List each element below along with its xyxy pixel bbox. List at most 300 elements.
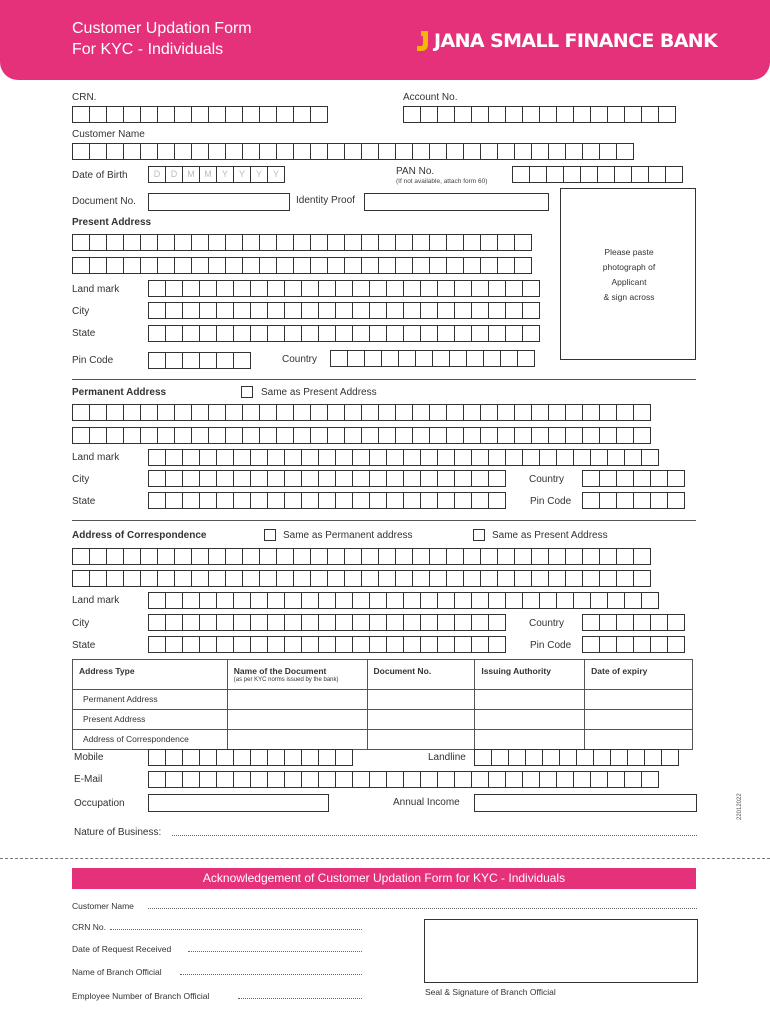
char-box[interactable] [250, 614, 268, 631]
char-box[interactable] [318, 449, 336, 466]
char-box[interactable] [250, 636, 268, 653]
ack-date-line[interactable] [188, 951, 362, 952]
char-box[interactable] [242, 257, 260, 274]
char-box[interactable] [582, 570, 600, 587]
char-box[interactable] [318, 280, 336, 297]
char-box[interactable] [650, 636, 668, 653]
char-box[interactable] [565, 548, 583, 565]
char-box[interactable] [522, 771, 540, 788]
char-box[interactable] [301, 325, 319, 342]
dob-char-box[interactable]: D [148, 166, 166, 183]
char-box[interactable] [429, 427, 447, 444]
char-box[interactable] [344, 548, 362, 565]
char-box[interactable] [488, 302, 506, 319]
char-box[interactable] [208, 570, 226, 587]
char-box[interactable] [165, 449, 183, 466]
char-box[interactable] [505, 325, 523, 342]
char-box[interactable] [318, 636, 336, 653]
dob-char-box[interactable]: Y [216, 166, 234, 183]
char-box[interactable] [352, 325, 370, 342]
char-box[interactable] [463, 570, 481, 587]
char-box[interactable] [471, 280, 489, 297]
char-box[interactable] [157, 548, 175, 565]
char-box[interactable] [420, 492, 438, 509]
char-box[interactable] [582, 404, 600, 421]
char-box[interactable] [276, 570, 294, 587]
char-box[interactable] [344, 404, 362, 421]
char-box[interactable] [446, 143, 464, 160]
char-box[interactable] [165, 771, 183, 788]
char-box[interactable] [582, 470, 600, 487]
char-box[interactable] [386, 614, 404, 631]
char-box[interactable] [242, 570, 260, 587]
char-box[interactable] [140, 257, 158, 274]
char-box[interactable] [318, 325, 336, 342]
pan-boxes[interactable] [512, 166, 682, 183]
char-box[interactable] [199, 470, 217, 487]
char-box[interactable] [165, 325, 183, 342]
char-box[interactable] [284, 280, 302, 297]
char-box[interactable] [505, 771, 523, 788]
present-address-line2[interactable] [72, 257, 531, 274]
char-box[interactable] [454, 470, 472, 487]
char-box[interactable] [480, 404, 498, 421]
char-box[interactable] [250, 771, 268, 788]
char-box[interactable] [420, 106, 438, 123]
char-box[interactable] [318, 749, 336, 766]
char-box[interactable] [446, 548, 464, 565]
char-box[interactable] [665, 166, 683, 183]
char-box[interactable] [72, 404, 90, 421]
char-box[interactable] [199, 614, 217, 631]
char-box[interactable] [471, 302, 489, 319]
char-box[interactable] [293, 570, 311, 587]
char-box[interactable] [157, 234, 175, 251]
char-box[interactable] [514, 548, 532, 565]
char-box[interactable] [488, 280, 506, 297]
char-box[interactable] [398, 350, 416, 367]
char-box[interactable] [182, 749, 200, 766]
table-cell[interactable] [585, 710, 693, 730]
char-box[interactable] [199, 492, 217, 509]
char-box[interactable] [191, 234, 209, 251]
char-box[interactable] [344, 234, 362, 251]
char-box[interactable] [191, 427, 209, 444]
char-box[interactable] [633, 427, 651, 444]
char-box[interactable] [369, 636, 387, 653]
char-box[interactable] [242, 106, 260, 123]
char-box[interactable] [556, 771, 574, 788]
char-box[interactable] [310, 404, 328, 421]
char-box[interactable] [361, 404, 379, 421]
char-box[interactable] [497, 257, 515, 274]
char-box[interactable] [539, 449, 557, 466]
char-box[interactable] [106, 234, 124, 251]
char-box[interactable] [301, 749, 319, 766]
char-box[interactable] [208, 404, 226, 421]
char-box[interactable] [327, 234, 345, 251]
char-box[interactable] [327, 257, 345, 274]
char-box[interactable] [267, 280, 285, 297]
char-box[interactable] [403, 470, 421, 487]
char-box[interactable] [542, 749, 560, 766]
char-box[interactable] [318, 614, 336, 631]
char-box[interactable] [199, 449, 217, 466]
char-box[interactable] [335, 470, 353, 487]
char-box[interactable] [284, 470, 302, 487]
char-box[interactable] [531, 404, 549, 421]
table-cell[interactable] [367, 710, 475, 730]
char-box[interactable] [216, 325, 234, 342]
char-box[interactable] [599, 636, 617, 653]
char-box[interactable] [267, 614, 285, 631]
table-cell[interactable] [227, 690, 367, 710]
char-box[interactable] [471, 492, 489, 509]
char-box[interactable] [259, 427, 277, 444]
char-box[interactable] [242, 427, 260, 444]
customer-name-boxes[interactable] [72, 143, 633, 160]
char-box[interactable] [208, 106, 226, 123]
char-box[interactable] [301, 592, 319, 609]
char-box[interactable] [565, 570, 583, 587]
char-box[interactable] [165, 749, 183, 766]
char-box[interactable] [403, 636, 421, 653]
document-no-input[interactable] [148, 193, 290, 211]
char-box[interactable] [310, 257, 328, 274]
char-box[interactable] [301, 492, 319, 509]
char-box[interactable] [454, 592, 472, 609]
char-box[interactable] [191, 570, 209, 587]
char-box[interactable] [412, 234, 430, 251]
char-box[interactable] [276, 548, 294, 565]
char-box[interactable] [614, 166, 632, 183]
char-box[interactable] [242, 404, 260, 421]
char-box[interactable] [488, 470, 506, 487]
char-box[interactable] [403, 280, 421, 297]
char-box[interactable] [72, 548, 90, 565]
char-box[interactable] [89, 143, 107, 160]
char-box[interactable] [412, 570, 430, 587]
char-box[interactable] [276, 106, 294, 123]
char-box[interactable] [165, 280, 183, 297]
char-box[interactable] [512, 166, 530, 183]
same-as-present-checkbox[interactable] [241, 386, 253, 398]
char-box[interactable] [667, 470, 685, 487]
char-box[interactable] [403, 325, 421, 342]
char-box[interactable] [106, 570, 124, 587]
char-box[interactable] [72, 234, 90, 251]
char-box[interactable] [378, 404, 396, 421]
char-box[interactable] [369, 470, 387, 487]
char-box[interactable] [216, 470, 234, 487]
char-box[interactable] [437, 280, 455, 297]
correspondence-address-line1[interactable] [72, 548, 650, 565]
char-box[interactable] [531, 548, 549, 565]
char-box[interactable] [412, 257, 430, 274]
char-box[interactable] [403, 449, 421, 466]
char-box[interactable] [616, 492, 634, 509]
char-box[interactable] [488, 449, 506, 466]
char-box[interactable] [395, 570, 413, 587]
char-box[interactable] [667, 636, 685, 653]
char-box[interactable] [471, 614, 489, 631]
char-box[interactable] [208, 257, 226, 274]
char-box[interactable] [522, 592, 540, 609]
char-box[interactable] [89, 257, 107, 274]
char-box[interactable] [454, 492, 472, 509]
char-box[interactable] [641, 592, 659, 609]
char-box[interactable] [378, 234, 396, 251]
char-box[interactable] [233, 771, 251, 788]
char-box[interactable] [386, 280, 404, 297]
char-box[interactable] [420, 302, 438, 319]
char-box[interactable] [250, 449, 268, 466]
char-box[interactable] [174, 548, 192, 565]
char-box[interactable] [488, 492, 506, 509]
char-box[interactable] [395, 427, 413, 444]
char-box[interactable] [633, 492, 651, 509]
char-box[interactable] [148, 470, 166, 487]
char-box[interactable] [539, 592, 557, 609]
char-box[interactable] [463, 143, 481, 160]
char-box[interactable] [437, 106, 455, 123]
char-box[interactable] [563, 166, 581, 183]
char-box[interactable] [471, 771, 489, 788]
char-box[interactable] [216, 352, 234, 369]
char-box[interactable] [471, 325, 489, 342]
char-box[interactable] [250, 280, 268, 297]
char-box[interactable] [140, 548, 158, 565]
char-box[interactable] [233, 614, 251, 631]
char-box[interactable] [208, 143, 226, 160]
char-box[interactable] [89, 404, 107, 421]
char-box[interactable] [72, 257, 90, 274]
char-box[interactable] [174, 106, 192, 123]
char-box[interactable] [216, 749, 234, 766]
char-box[interactable] [508, 749, 526, 766]
char-box[interactable] [276, 143, 294, 160]
char-box[interactable] [276, 234, 294, 251]
char-box[interactable] [267, 470, 285, 487]
dob-char-box[interactable]: D [165, 166, 183, 183]
char-box[interactable] [650, 492, 668, 509]
char-box[interactable] [412, 404, 430, 421]
char-box[interactable] [327, 548, 345, 565]
char-box[interactable] [437, 302, 455, 319]
char-box[interactable] [607, 771, 625, 788]
char-box[interactable] [335, 492, 353, 509]
char-box[interactable] [361, 427, 379, 444]
char-box[interactable] [610, 749, 628, 766]
char-box[interactable] [369, 492, 387, 509]
char-box[interactable] [123, 257, 141, 274]
char-box[interactable] [267, 492, 285, 509]
char-box[interactable] [310, 106, 328, 123]
char-box[interactable] [505, 449, 523, 466]
char-box[interactable] [420, 614, 438, 631]
char-box[interactable] [522, 449, 540, 466]
char-box[interactable] [327, 570, 345, 587]
char-box[interactable] [488, 614, 506, 631]
char-box[interactable] [361, 234, 379, 251]
table-cell[interactable] [227, 710, 367, 730]
char-box[interactable] [420, 449, 438, 466]
char-box[interactable] [361, 570, 379, 587]
table-cell[interactable] [367, 690, 475, 710]
char-box[interactable] [381, 350, 399, 367]
char-box[interactable] [576, 749, 594, 766]
char-box[interactable] [267, 592, 285, 609]
char-box[interactable] [463, 257, 481, 274]
char-box[interactable] [352, 492, 370, 509]
permanent-address-line2[interactable] [72, 427, 650, 444]
char-box[interactable] [446, 257, 464, 274]
char-box[interactable] [429, 257, 447, 274]
char-box[interactable] [318, 302, 336, 319]
char-box[interactable] [565, 427, 583, 444]
char-box[interactable] [72, 143, 90, 160]
char-box[interactable] [216, 636, 234, 653]
char-box[interactable] [573, 592, 591, 609]
char-box[interactable] [480, 257, 498, 274]
char-box[interactable] [174, 234, 192, 251]
char-box[interactable] [599, 492, 617, 509]
char-box[interactable] [437, 470, 455, 487]
char-box[interactable] [233, 749, 251, 766]
char-box[interactable] [556, 449, 574, 466]
char-box[interactable] [437, 325, 455, 342]
account-no-boxes[interactable] [403, 106, 675, 123]
char-box[interactable] [344, 570, 362, 587]
char-box[interactable] [157, 570, 175, 587]
char-box[interactable] [386, 449, 404, 466]
char-box[interactable] [403, 771, 421, 788]
char-box[interactable] [517, 350, 535, 367]
char-box[interactable] [344, 427, 362, 444]
char-box[interactable] [369, 280, 387, 297]
char-box[interactable] [599, 548, 617, 565]
char-box[interactable] [233, 449, 251, 466]
dob-char-box[interactable]: Y [233, 166, 251, 183]
char-box[interactable] [573, 449, 591, 466]
ack-branch-official-line[interactable] [180, 974, 362, 975]
corr-city-boxes[interactable] [148, 614, 505, 631]
char-box[interactable] [174, 404, 192, 421]
char-box[interactable] [165, 614, 183, 631]
char-box[interactable] [174, 143, 192, 160]
char-box[interactable] [352, 470, 370, 487]
present-landmark-boxes[interactable] [148, 280, 539, 297]
char-box[interactable] [140, 570, 158, 587]
char-box[interactable] [599, 614, 617, 631]
corr-pin-boxes[interactable] [582, 636, 684, 653]
char-box[interactable] [148, 614, 166, 631]
char-box[interactable] [301, 449, 319, 466]
char-box[interactable] [593, 749, 611, 766]
char-box[interactable] [412, 548, 430, 565]
char-box[interactable] [352, 280, 370, 297]
char-box[interactable] [650, 614, 668, 631]
ack-crn-line[interactable] [110, 929, 362, 930]
char-box[interactable] [667, 614, 685, 631]
char-box[interactable] [497, 548, 515, 565]
char-box[interactable] [301, 280, 319, 297]
ack-customer-name-line[interactable] [148, 908, 697, 909]
char-box[interactable] [403, 614, 421, 631]
char-box[interactable] [182, 592, 200, 609]
char-box[interactable] [437, 636, 455, 653]
char-box[interactable] [616, 570, 634, 587]
char-box[interactable] [559, 749, 577, 766]
char-box[interactable] [539, 771, 557, 788]
char-box[interactable] [429, 404, 447, 421]
char-box[interactable] [276, 404, 294, 421]
char-box[interactable] [488, 771, 506, 788]
present-pin-boxes[interactable] [148, 352, 250, 369]
char-box[interactable] [267, 325, 285, 342]
char-box[interactable] [284, 449, 302, 466]
char-box[interactable] [225, 234, 243, 251]
char-box[interactable] [488, 325, 506, 342]
char-box[interactable] [420, 592, 438, 609]
char-box[interactable] [395, 548, 413, 565]
char-box[interactable] [89, 570, 107, 587]
char-box[interactable] [616, 143, 634, 160]
char-box[interactable] [667, 492, 685, 509]
char-box[interactable] [505, 106, 523, 123]
corr-state-boxes[interactable] [148, 636, 505, 653]
char-box[interactable] [242, 143, 260, 160]
dob-char-box[interactable]: Y [267, 166, 285, 183]
char-box[interactable] [633, 548, 651, 565]
char-box[interactable] [182, 470, 200, 487]
char-box[interactable] [597, 166, 615, 183]
char-box[interactable] [429, 143, 447, 160]
char-box[interactable] [449, 350, 467, 367]
char-box[interactable] [225, 106, 243, 123]
email-boxes[interactable] [148, 771, 658, 788]
char-box[interactable] [369, 302, 387, 319]
permanent-landmark-boxes[interactable] [148, 449, 658, 466]
char-box[interactable] [259, 257, 277, 274]
char-box[interactable] [301, 470, 319, 487]
char-box[interactable] [335, 325, 353, 342]
char-box[interactable] [565, 404, 583, 421]
char-box[interactable] [437, 771, 455, 788]
char-box[interactable] [148, 449, 166, 466]
char-box[interactable] [648, 166, 666, 183]
char-box[interactable] [446, 234, 464, 251]
char-box[interactable] [616, 470, 634, 487]
char-box[interactable] [369, 325, 387, 342]
char-box[interactable] [259, 404, 277, 421]
char-box[interactable] [454, 449, 472, 466]
char-box[interactable] [582, 614, 600, 631]
dob-char-box[interactable]: M [199, 166, 217, 183]
char-box[interactable] [106, 404, 124, 421]
char-box[interactable] [616, 636, 634, 653]
char-box[interactable] [250, 492, 268, 509]
char-box[interactable] [386, 470, 404, 487]
char-box[interactable] [403, 302, 421, 319]
char-box[interactable] [318, 470, 336, 487]
char-box[interactable] [89, 548, 107, 565]
char-box[interactable] [471, 636, 489, 653]
char-box[interactable] [514, 404, 532, 421]
corr-same-as-present-checkbox[interactable] [473, 529, 485, 541]
char-box[interactable] [420, 636, 438, 653]
char-box[interactable] [157, 257, 175, 274]
